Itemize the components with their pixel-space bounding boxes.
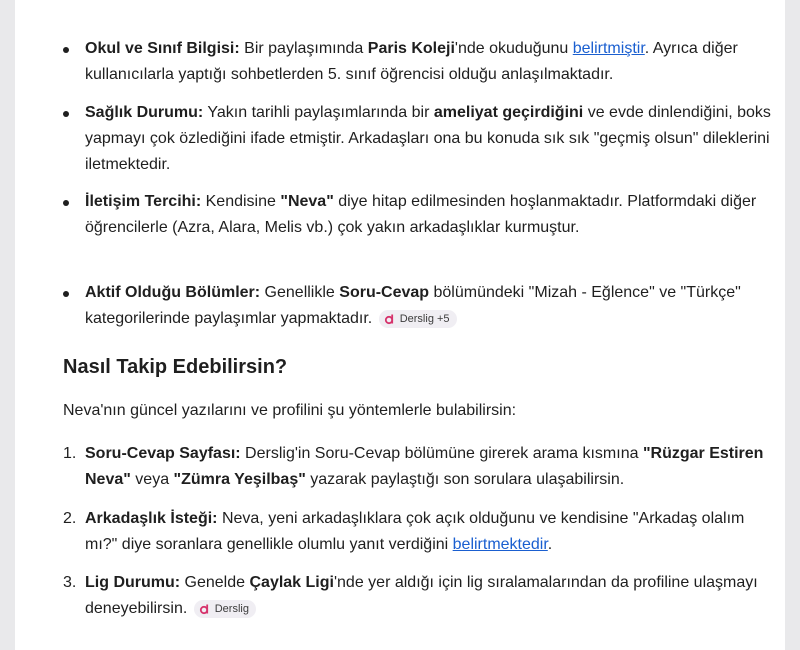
step-label: Arkadaşlık İsteği: bbox=[85, 510, 218, 527]
item-text: Kendisine bbox=[201, 193, 281, 210]
item-label: İletişim Tercihi: bbox=[85, 193, 202, 210]
item-text: diye hitap edilmesinden hoşlanmaktadır. Platformdaki diğer öğrencilerle (Azra, Alara, Melis vb.) çok yakın arkadaşlıklar kurmuştur. bbox=[85, 193, 757, 236]
item-emphasis: "Neva" bbox=[280, 193, 334, 210]
step-emphasis: "Rüzgar Estiren Neva" bbox=[85, 445, 764, 488]
bullet-dot bbox=[63, 47, 69, 53]
step-text: Neva, yeni arkadaşlıklara çok açık olduğunu ve kendisine "Arkadaş olalım mı?" diye soranlara genellikle olumlu yanıt verdiğini bbox=[85, 510, 745, 553]
list-item-health bbox=[85, 100, 775, 178]
item-label: Sağlık Durumu: bbox=[85, 104, 204, 121]
step-text: Genelde bbox=[180, 574, 250, 591]
step-item-league bbox=[63, 570, 775, 622]
chip-label: Derslig bbox=[214, 602, 249, 615]
step-emphasis: "Zümra Yeşilbaş" bbox=[173, 471, 306, 488]
step-text: 'nde yer aldığı için lig sıralamalarından da profiline ulaşmayı deneyebilirsin. bbox=[85, 574, 758, 617]
list-item-communication bbox=[85, 189, 775, 241]
step-item-friend-request bbox=[63, 506, 775, 558]
item-emphasis: Paris Koleji bbox=[367, 40, 455, 57]
step-label: Lig Durumu: bbox=[85, 574, 181, 591]
step-number: 1. bbox=[63, 445, 77, 462]
section-heading: Nasıl Takip Edebilirsin? bbox=[63, 356, 288, 378]
step-number: 2. bbox=[63, 510, 77, 527]
item-label: Aktif Olduğu Bölümler: bbox=[85, 284, 261, 301]
item-emphasis: Soru-Cevap bbox=[339, 284, 430, 301]
item-text: 'nde okuduğunu bbox=[454, 40, 573, 57]
step-emphasis: Çaylak Ligi bbox=[249, 574, 334, 591]
bullet-dot bbox=[63, 111, 69, 117]
list-item-school bbox=[85, 36, 775, 88]
item-text: Genellikle bbox=[260, 284, 340, 301]
item-emphasis: ameliyat geçirdiğini bbox=[433, 104, 584, 121]
item-text: ve evde dinlendiğini, boks yapmayı çok özlediğini ifade etmiştir. Arkadaşları ona bu konuda sık sık "geçmiş olsun" dileklerini iletmektedir. bbox=[85, 104, 771, 173]
source-link[interactable]: belirtmektedir bbox=[452, 536, 548, 553]
list-item-active-sections bbox=[85, 280, 775, 332]
bullet-dot bbox=[63, 291, 69, 297]
derslig-logo-icon bbox=[199, 603, 211, 615]
source-chip[interactable] bbox=[379, 310, 457, 328]
item-text: . Ayrıca diğer kullanıcılarla yaptığı sohbetlerden 5. sınıf öğrencisi olduğu anlaşılmaktadır. bbox=[85, 40, 738, 83]
chip-label: Derslig +5 bbox=[399, 312, 450, 325]
intro-text: Neva'nın güncel yazılarını ve profilini şu yöntemlerle bulabilirsin: bbox=[63, 402, 517, 419]
step-text: Derslig'in Soru-Cevap bölümüne girerek arama kısmına bbox=[240, 445, 643, 462]
step-text: . bbox=[547, 536, 553, 553]
item-label: Okul ve Sınıf Bilgisi: bbox=[85, 40, 240, 57]
item-text: Bir paylaşımında bbox=[239, 40, 368, 57]
item-text: bölümündeki "Mizah - Eğlence" ve "Türkçe" kategorilerinde paylaşımlar yapmaktadır. bbox=[85, 284, 741, 327]
step-number: 3. bbox=[63, 574, 77, 591]
step-item-qa-page bbox=[63, 441, 775, 493]
step-text: yazarak paylaştığı son sorulara ulaşabilirsin. bbox=[305, 471, 625, 488]
source-chip[interactable] bbox=[194, 600, 256, 618]
derslig-logo-icon bbox=[384, 313, 396, 325]
step-text: veya bbox=[130, 471, 174, 488]
bullet-dot bbox=[63, 200, 69, 206]
item-text: Yakın tarihli paylaşımlarında bir bbox=[203, 104, 434, 121]
source-link[interactable]: belirtmiştir bbox=[572, 40, 645, 57]
chat-response-card bbox=[15, 0, 785, 650]
step-label: Soru-Cevap Sayfası: bbox=[85, 445, 241, 462]
